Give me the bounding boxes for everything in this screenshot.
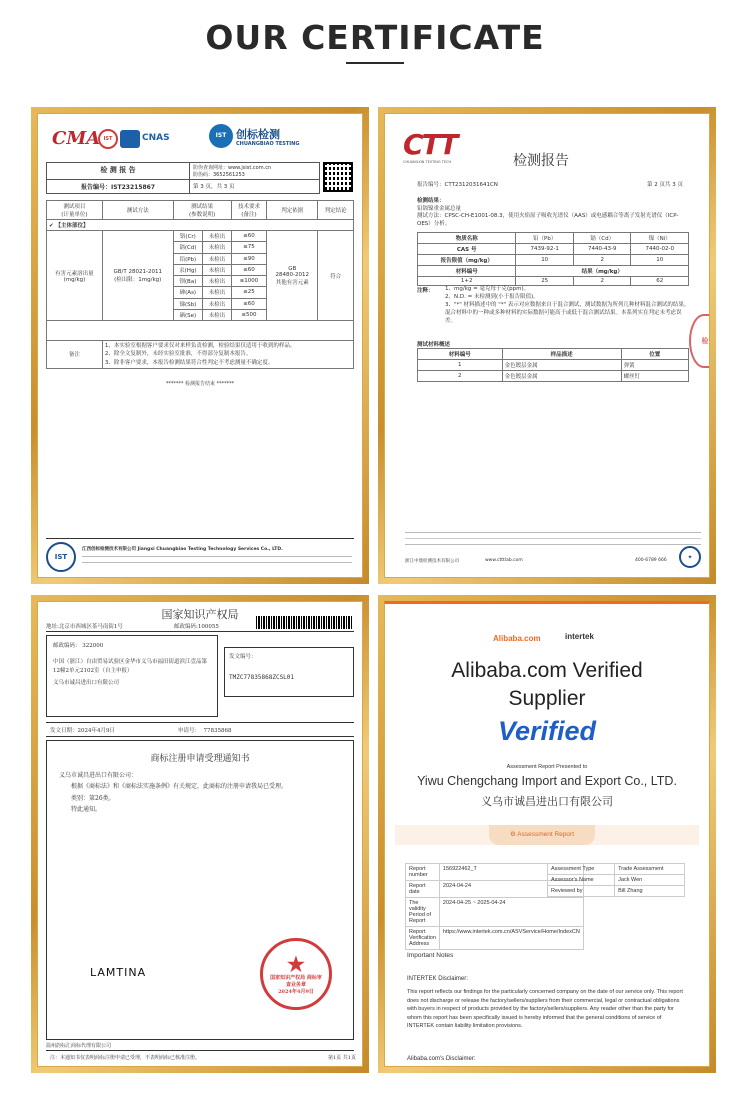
certificate-frame-4 <box>378 595 716 1073</box>
office-postcode: 邮政编码:100055 <box>174 624 219 630</box>
notes-title: Important Notes <box>407 952 454 959</box>
report-title: 检 测 报 告 <box>47 163 190 179</box>
material-table <box>417 348 689 382</box>
limit-cell: ≤500 <box>231 309 267 320</box>
disclaimer-title: INTERTEK Disclaimer: <box>407 976 468 982</box>
headline: Alibaba.com Verified Supplier <box>451 659 643 710</box>
limit-cell: 10 <box>631 255 689 266</box>
query-site: 防伪查询网址：www.jsist.com.cn <box>193 165 272 171</box>
handler: 温州韵标汇商标代理有限公司 <box>46 1043 112 1049</box>
element-cell: 铬(Cr) <box>173 231 203 242</box>
report-table-right <box>547 863 685 897</box>
mat-cell: 金色镀层金属 <box>502 360 621 371</box>
lab-name: 创标检测 <box>236 128 280 141</box>
element-cell: 锑(Sb) <box>173 298 203 309</box>
note-line: 1、mg/kg = 毫克每千克(ppm)。 <box>445 286 530 292</box>
test-method: 测试方法：CPSC-CH-E1001-08.3，使用火焰原子吸收光谱仪（AAS）或电感耦合等离子发射光谱仪（ICP-OES）分析。 <box>417 213 679 227</box>
value-cell: 25 <box>516 277 574 286</box>
title-underline <box>346 62 404 64</box>
chuangbiao-logo: IST <box>209 124 233 148</box>
certificate-paper <box>37 601 363 1067</box>
footer-company: 浙江中鼎检测技术有限公司 <box>405 559 459 564</box>
page-indicator: 第1页 共1页 <box>328 1055 356 1061</box>
verified-badge: Verified <box>497 716 597 746</box>
mat-label-cell: 材料编号 <box>418 266 516 277</box>
th-cell: 位置 <box>621 349 688 360</box>
result-cell: 未检出 <box>203 276 231 287</box>
element-cell: 硒(Se) <box>173 309 203 320</box>
limit-cell: ≤1000 <box>231 276 267 287</box>
report-key: Report number <box>406 864 440 881</box>
limit-cell: 10 <box>516 255 574 266</box>
app-label: 申请号： <box>178 728 201 734</box>
result-label: 检测结果： <box>417 198 445 204</box>
report-key: Assessor's Name <box>548 875 615 886</box>
result-cell: 未检出 <box>203 309 231 320</box>
note-line: 3、"*" 材料描述中的 "*" 表示对应数据来自于混合测试，测试数据为所列几种材料混合测试的结果。混合材料中的一种或多种材料的实际数据可能高于或低于混合测试结果。本系列实在判定未考虑误差。 <box>445 301 690 324</box>
report-header-box <box>46 162 320 194</box>
mat-cell: 金色镀层金属 <box>502 371 621 382</box>
report-no: IST23215867 <box>110 184 156 191</box>
footer-note: 注：本通知书仅表明商标注册申请已受理，不表明商标已核准注册。 <box>50 1055 201 1061</box>
section-label: 【主体部位】 <box>55 223 89 229</box>
report-val: Jack Wen <box>615 875 685 886</box>
report-val: https://www.intertek.com.cn/ASVService/Home/IndexCN <box>439 927 583 950</box>
note-line: 1、本实验室根据客户要求仅对来样负责检测，检验结果仅适用于收到的样品。 <box>104 343 296 349</box>
cas-cell: CAS 号 <box>418 244 516 255</box>
value-cell: 62 <box>631 277 689 286</box>
th-cell: 铅（Pb） <box>516 233 574 244</box>
notice-title: 商标注册申请受理通知书 <box>150 754 250 764</box>
notes-label: 注释： <box>417 288 434 294</box>
report-val: 2024-04-24 <box>439 881 583 898</box>
report-no: 报告编号：CTT2312031641CN <box>417 182 498 188</box>
table-header: 测试项目 (计量单位) <box>47 201 103 220</box>
limit-cell: ≤60 <box>231 231 267 242</box>
report-val: Bill Zhang <box>615 886 685 897</box>
official-seal: ★ 国家知识产权局 商标审查业务章 2024年4月9日 <box>260 938 332 1010</box>
office-address: 地址:北京市西城区茶马南街1号 <box>46 624 123 630</box>
report-key: Report date <box>406 881 440 898</box>
th-cell: 镍（Ni） <box>631 233 689 244</box>
recipient-address: 中国（浙江）自由贸易试验区金华市义乌市福田街道滨江壹品第12幢2单元2102室（自主申报） <box>53 659 208 674</box>
element-cell: 汞(Hg) <box>173 264 203 275</box>
table-header: 技术要求 (备注) <box>231 201 267 220</box>
notice-body: 根据《商标法》和《商标法实施条例》有关规定，此商标的注册申请我局已受理。 <box>71 783 288 791</box>
cma-logo: CMA <box>52 128 101 149</box>
company-en: Yiwu Chengchang Import and Export Co., LTD. <box>417 774 677 788</box>
notes-label: 备注 <box>47 341 103 369</box>
zip-label: 邮政编码： <box>53 643 81 649</box>
date-label: 发文日期： <box>50 728 78 734</box>
seal-date: 2024年4月9日 <box>278 988 314 995</box>
report-key: Assessment Type <box>548 864 615 875</box>
certificate-paper <box>384 601 710 1067</box>
date: 2024年4月9日 <box>77 728 116 734</box>
result-cell: 未检出 <box>203 253 231 264</box>
report-end: ******* 检测报告结束 ******* <box>165 381 235 387</box>
recipient: 义乌市诚昌进出口有限公司 <box>53 679 120 686</box>
doc-label: 发文编号： <box>229 654 257 660</box>
result-cell: 未检出 <box>203 231 231 242</box>
limit-cell: 报告限值（mg/kg） <box>418 255 516 266</box>
report-title: 检测报告 <box>513 153 569 169</box>
th-cell: 材料编号 <box>418 349 503 360</box>
app-no: 77835868 <box>203 728 232 734</box>
doc-no: TMZC77835868ZCSL01 <box>229 674 295 681</box>
lab-name-en: CHUANGBIAO TESTING <box>236 141 300 147</box>
note-line: 2、除全文复制外，未经实验室批准，不得部分复制本报告。 <box>104 351 252 358</box>
method-cell: GB/T 28021-2011 (检出限：1mg/kg) <box>102 231 173 321</box>
table-header: 判定依据 <box>267 201 318 220</box>
report-key: Reviewed by <box>548 886 615 897</box>
material-title: 测试材料概述 <box>417 342 451 348</box>
report-no-label: 报告编号： <box>80 184 111 191</box>
disclaimer2-title: Alibaba.com's Disclaimer: <box>407 1056 476 1062</box>
th-cell: 镉（Cd） <box>573 233 631 244</box>
element-cell: 镉(Cd) <box>173 242 203 253</box>
element-cell: 砷(As) <box>173 287 203 298</box>
cas-cell: 7440-02-0 <box>631 244 689 255</box>
th-cell: 物质名称 <box>418 233 516 244</box>
table-header: 测试方法 <box>102 201 173 220</box>
ctt-logo: CTT <box>403 128 457 161</box>
cas-cell: 7440-43-9 <box>573 244 631 255</box>
certificate-paper <box>384 113 710 578</box>
assessment-tab-label: Assessment Report <box>517 831 574 838</box>
ilac-logo <box>120 130 140 148</box>
footer-site: www.ctttlab.com <box>485 558 523 563</box>
result-cell: 未检出 <box>203 242 231 253</box>
notice-end: 特此通知。 <box>71 806 102 814</box>
cnas-logo: CNAS <box>142 133 170 143</box>
notice-class: 类别：第26类。 <box>71 794 115 802</box>
ctt-logo-sub: CHUANGXIN TESTING TECH <box>403 160 452 164</box>
item-cell: 有害元素溶出量 (mg/kg) <box>47 231 103 321</box>
limit-cell: ≤75 <box>231 242 267 253</box>
certificate-frame-2 <box>378 107 716 584</box>
value-cell: 2 <box>573 277 631 286</box>
table-header: 判定结论 <box>318 201 354 220</box>
conclusion-cell: 符合 <box>318 231 354 321</box>
page-indicator: 第 2 页共 3 页 <box>647 182 683 188</box>
footer-company: 江西创标检测技术有限公司 Jiangxi Chuangbiao Testing Technology Services Co., LTD. <box>82 547 283 552</box>
results-table: 测试项目 (计量单位) 测试方法 测试结果 (参数说明) 技术要求 (备注) 判定依据 判定结论 ✔ 【主体部位】 有害元素溶出量 (mg/kg) GB/T 28021-2011 (检出限：1mg/kg) 铬(Cr) 未检出 ≤60 GB 28480-2012 其他有害元素 符合 镉(Cd) 未检出 ≤75 铅(Pb) 未检出 ≤90 汞(Hg) 未检出 ≤60 钡(Ba) 未检出 ≤1000 砷(As) 未检出 ≤25 锑(Sb) 未检出 ≤60 硒(Se) 未检出 ≤500 备注 1、本实验室根据客户要求仅对来样负责检测，检验结果仅适用于收到的样品。 2、除全文复制外，未经实验室批准，不得部分复制本报告。 3、除非客户要求，本报告检测结果符合性判定不考虑测量不确定度。 <box>46 200 354 369</box>
basis-cell: GB 28480-2012 其他有害元素 <box>267 231 318 321</box>
element-cell: 铅(Pb) <box>173 253 203 264</box>
page-indicator: 第 3 页，共 3 页 <box>193 184 235 190</box>
ist-stamp: IST <box>46 542 76 572</box>
table-header: 测试结果 (参数说明) <box>173 201 231 220</box>
page-title: OUR CERTIFICATE <box>205 18 545 57</box>
report-val: 2024-04-25 ~ 2025-04-24 <box>439 898 583 927</box>
limit-cell: ≤90 <box>231 253 267 264</box>
company-cn: 义乌市诚昌进出口有限公司 <box>481 796 613 808</box>
limit-cell: ≤60 <box>231 298 267 309</box>
seal-text: 国家知识产权局 商标审查业务章 <box>270 974 322 988</box>
element-cell: 钡(Ba) <box>173 276 203 287</box>
res-label-cell: 结果（mg/kg） <box>516 266 689 277</box>
presented-to: Assessment Report Presented to <box>506 764 588 770</box>
limit-cell: ≤25 <box>231 287 267 298</box>
disclaimer-text: This report reflects our findings for the particularly concerned company on the date of our service only. This report does not discharge or release the factory/sellers/suppliers from their commercial, legal or contractual obligations with buyers in respect of products provided by the factory/sellers/suppliers. Any reader other than the party for whom this report has been specifically issued is hereby informed that the general conditions of service of INTERTEK contain liability limitation provisions. <box>407 989 683 1030</box>
certificate-paper <box>37 113 363 578</box>
intertek-logo: intertek <box>565 632 594 641</box>
mat-cell: 螺丝钉 <box>621 371 688 382</box>
footer-phone: 400-6789 666 <box>635 558 667 563</box>
cas-cell: 7439-92-1 <box>516 244 574 255</box>
result-sub: 铅镉镍重金属总量 <box>417 206 462 212</box>
query-code: 防伪码：3652561253 <box>193 172 245 178</box>
mat-cell: 弹簧 <box>621 360 688 371</box>
recipient-box <box>46 635 218 717</box>
th-cell: 样品描述 <box>502 349 621 360</box>
notice-to: 义乌市诚昌进出口有限公司： <box>59 772 138 779</box>
report-val: Trade Assessment <box>615 864 685 875</box>
report-val: 156922462_T <box>439 864 583 881</box>
office-title: 国家知识产权局 <box>161 608 239 621</box>
ilac-stamp: ✦ <box>679 546 701 568</box>
report-key: Report Verification Address <box>406 927 440 950</box>
limit-cell: 2 <box>573 255 631 266</box>
mat-cell: 2 <box>418 371 503 382</box>
alibaba-logo: Alibaba.com <box>493 634 541 643</box>
mat-cell: 1 <box>418 360 503 371</box>
result-cell: 未检出 <box>203 264 231 275</box>
qr-code <box>323 162 353 192</box>
note-line: 2、N.D. = 未检测到(小于报告限值)。 <box>445 293 539 300</box>
report-key: The validity Period of Report <box>406 898 440 927</box>
results-table <box>417 232 689 286</box>
result-cell: 未检出 <box>203 287 231 298</box>
barcode <box>256 616 352 629</box>
limit-cell: ≤60 <box>231 264 267 275</box>
doc-no-box <box>224 647 354 697</box>
certificate-frame-3 <box>31 595 369 1073</box>
value-cell: 1+2 <box>418 277 516 286</box>
ist-logo-small: IST <box>98 129 118 149</box>
result-cell: 未检出 <box>203 298 231 309</box>
zip: 322000 <box>82 643 104 649</box>
brand-mark: LAMTINA <box>90 966 147 979</box>
certificate-frame-1 <box>31 107 369 584</box>
note-line: 3、除非客户要求，本报告检测结果符合性判定不考虑测量不确定度。 <box>104 359 274 366</box>
red-seal: 检 <box>689 314 710 368</box>
assessment-tab: ⚙ Assessment Report <box>489 825 595 845</box>
